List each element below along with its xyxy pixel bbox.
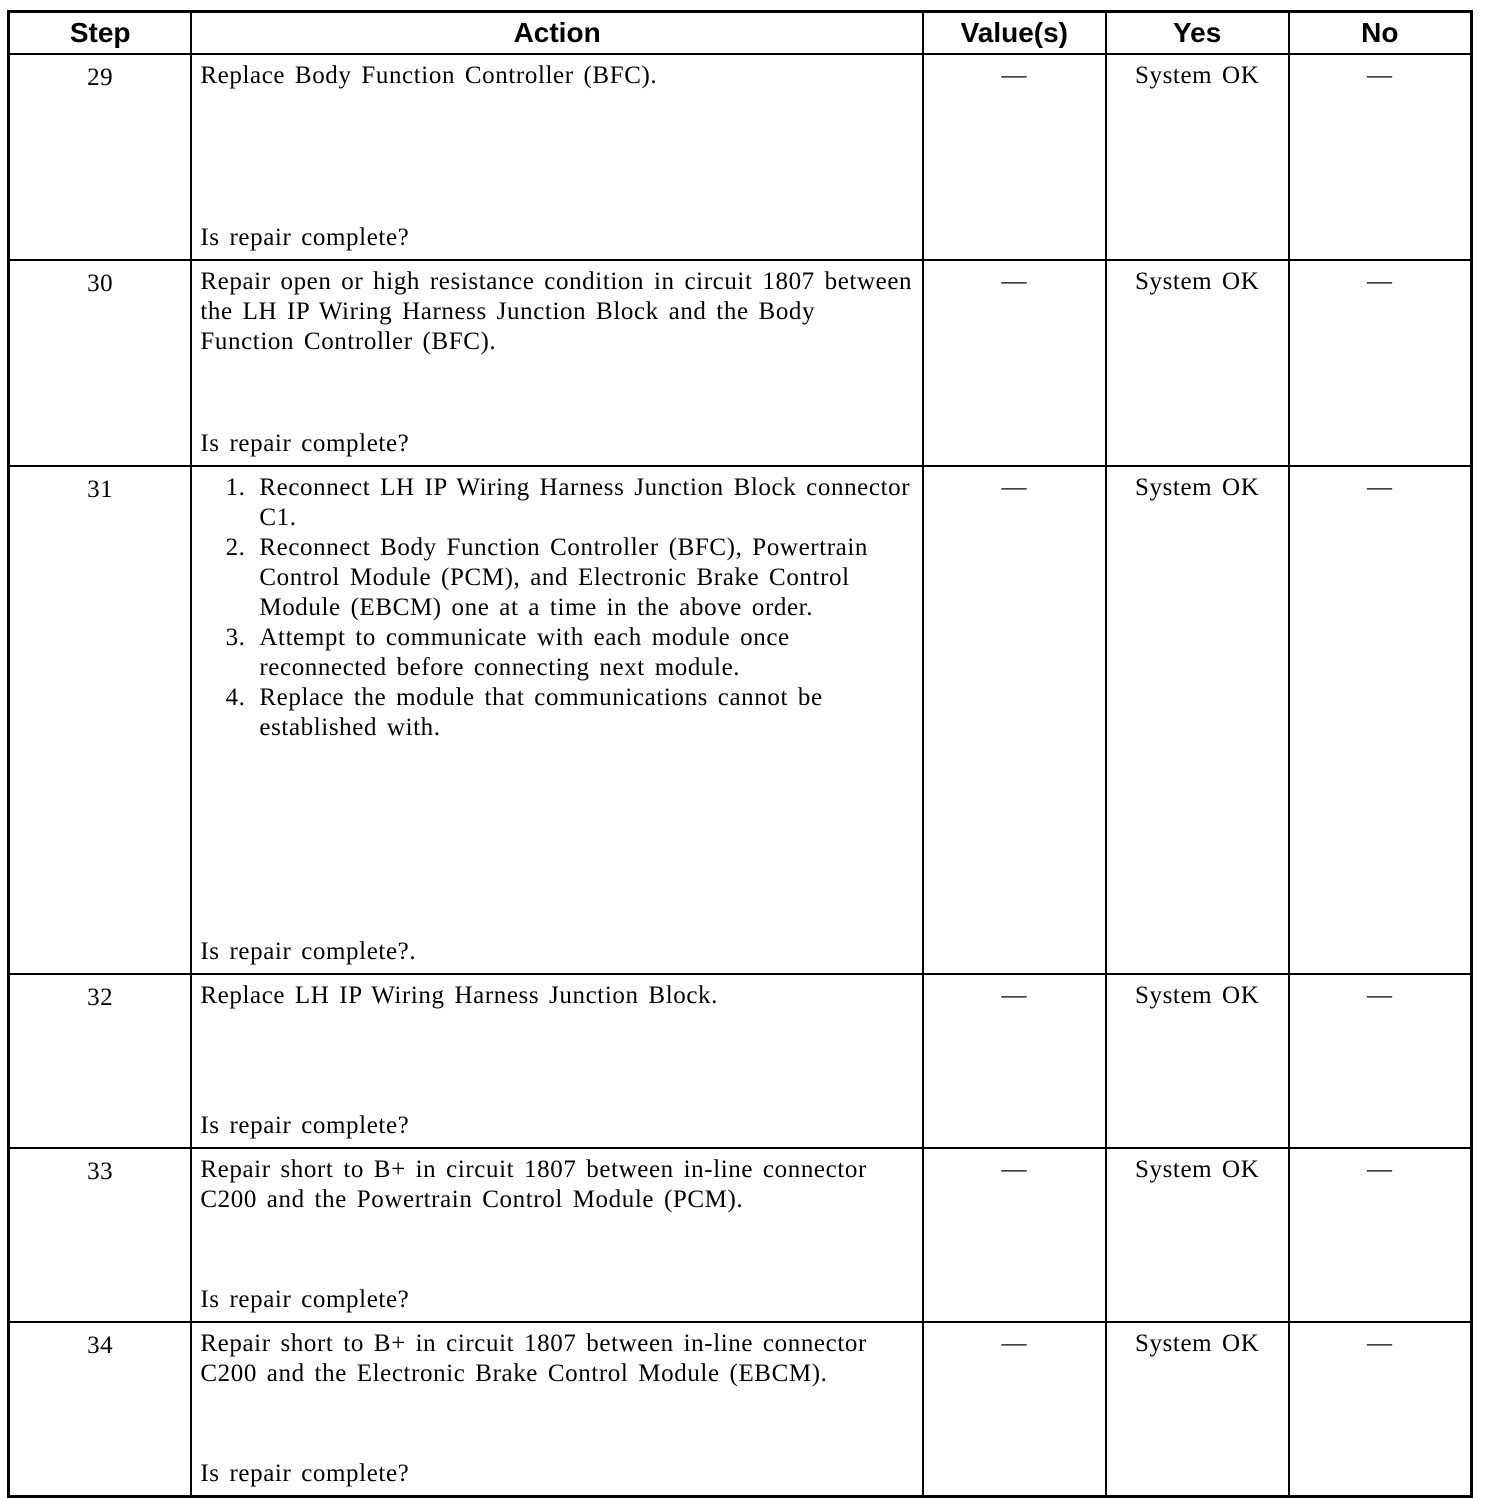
table-row (9, 1322, 1472, 1497)
no-cell: — (1289, 466, 1472, 974)
header-action: Action (191, 12, 923, 55)
step-number: 29 (9, 54, 192, 260)
no-cell: — (1289, 54, 1472, 260)
header-no: No (1289, 12, 1472, 55)
value-cell: — (923, 1322, 1106, 1497)
list-item: 2. Reconnect Body Function Controller (BFC), Powertrain Control Module (PCM), and Electronic Brake Control Module (EBCM) one at a time in the above order. (255, 533, 914, 623)
no-cell: — (1289, 974, 1472, 1148)
value-cell: — (923, 1148, 1106, 1322)
action-steps-list (200, 473, 914, 743)
list-item: 3. Attempt to communicate with each module once reconnected before connecting next module. (255, 623, 914, 683)
action-cell (191, 1148, 923, 1322)
action-cell (191, 466, 923, 974)
action-text: Repair short to B+ in circuit 1807 between in-line connector C200 and the Powertrain Control Module (PCM). (200, 1156, 867, 1213)
step-number: 32 (9, 974, 192, 1148)
value-cell: — (923, 260, 1106, 466)
list-item: 1. Reconnect LH IP Wiring Harness Junction Block connector C1. (255, 473, 914, 533)
table-row (9, 974, 1472, 1148)
header-step: Step (9, 12, 192, 55)
table-row (9, 54, 1472, 260)
value-cell: — (923, 974, 1106, 1148)
step-number: 30 (9, 260, 192, 466)
header-yes: Yes (1106, 12, 1289, 55)
list-item: 4. Replace the module that communications cannot be established with. (255, 683, 914, 743)
action-text: Replace Body Function Controller (BFC). (200, 62, 658, 89)
header-values: Value(s) (923, 12, 1106, 55)
action-question: Is repair complete? (200, 1112, 410, 1139)
step-number: 33 (9, 1148, 192, 1322)
no-cell: — (1289, 260, 1472, 466)
table-header-row (9, 12, 1472, 55)
action-question: Is repair complete? (200, 1286, 410, 1313)
table-row (9, 1148, 1472, 1322)
action-text: Repair short to B+ in circuit 1807 between in-line connector C200 and the Electronic Brake Control Module (EBCM). (200, 1330, 867, 1387)
action-question: Is repair complete? (200, 224, 410, 251)
action-cell (191, 1322, 923, 1497)
yes-cell: System OK (1106, 1148, 1289, 1322)
action-cell (191, 974, 923, 1148)
action-text: Replace LH IP Wiring Harness Junction Block. (200, 982, 718, 1009)
step-number: 34 (9, 1322, 192, 1497)
table-row (9, 466, 1472, 974)
yes-cell: System OK (1106, 466, 1289, 974)
no-cell: — (1289, 1322, 1472, 1497)
value-cell: — (923, 466, 1106, 974)
yes-cell: System OK (1106, 54, 1289, 260)
no-cell: — (1289, 1148, 1472, 1322)
table-row (9, 260, 1472, 466)
action-cell (191, 54, 923, 260)
diagnostic-table (7, 10, 1473, 1498)
yes-cell: System OK (1106, 260, 1289, 466)
action-cell (191, 260, 923, 466)
action-question: Is repair complete?. (200, 938, 417, 965)
action-question: Is repair complete? (200, 1460, 410, 1487)
value-cell: — (923, 54, 1106, 260)
step-number: 31 (9, 466, 192, 974)
yes-cell: System OK (1106, 974, 1289, 1148)
yes-cell: System OK (1106, 1322, 1289, 1497)
action-text: Repair open or high resistance condition in circuit 1807 between the LH IP Wiring Harness Junction Block and the Body Function Controller (BFC). (200, 268, 913, 355)
action-question: Is repair complete? (200, 430, 410, 457)
